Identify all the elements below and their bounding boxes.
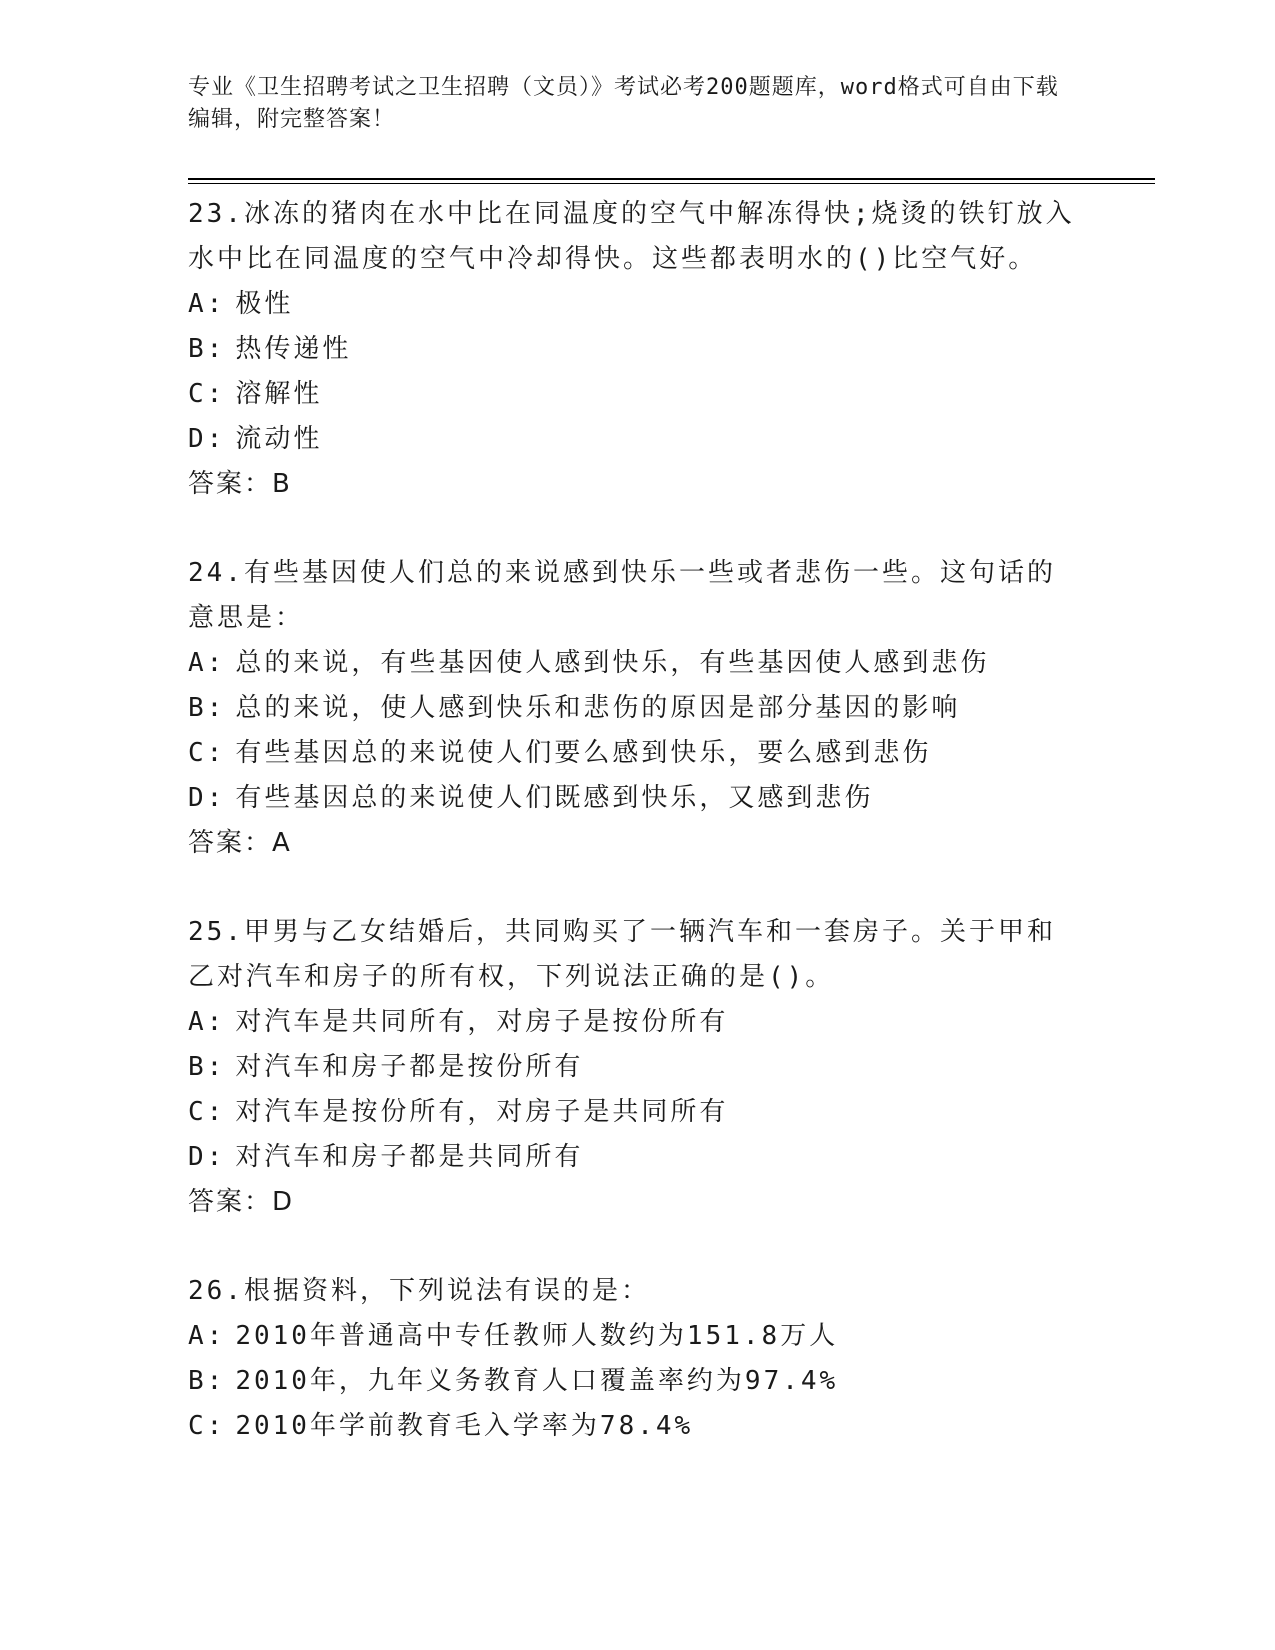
option-letter: A: — [188, 648, 226, 678]
document-header: 专业《卫生招聘考试之卫生招聘（文员）》考试必考200题题库，word格式可自由下载编辑，附完整答案！ — [188, 75, 1059, 132]
option-text: 2010年，九年义务教育人口覆盖率约为97.4% — [235, 1366, 839, 1396]
option-c — [188, 372, 1078, 417]
answer-label: 答案：A — [188, 828, 292, 858]
option-letter: B: — [188, 334, 226, 364]
answer-label: 答案：B — [188, 469, 292, 499]
option-text: 对汽车是共同所有，对房子是按份所有 — [235, 1007, 729, 1037]
option-letter: C: — [188, 738, 226, 768]
option-a — [188, 1000, 1078, 1045]
option-letter: C: — [188, 1411, 226, 1441]
option-b — [188, 1045, 1078, 1090]
option-b — [188, 686, 1078, 731]
option-letter: B: — [188, 1366, 226, 1396]
option-c — [188, 731, 1078, 776]
option-text: 流动性 — [235, 424, 323, 454]
option-c — [188, 1404, 1078, 1449]
option-letter: A: — [188, 1007, 226, 1037]
option-text: 对汽车和房子都是共同所有 — [235, 1142, 584, 1172]
option-letter: D: — [188, 1142, 226, 1172]
option-a — [188, 641, 1078, 686]
option-d — [188, 417, 1078, 462]
option-letter: A: — [188, 1321, 226, 1351]
question-26 — [188, 1269, 1078, 1449]
option-c — [188, 1090, 1078, 1135]
question-stem: 26.根据资料，下列说法有误的是： — [188, 1276, 650, 1306]
option-a — [188, 1314, 1078, 1359]
option-text: 总的来说，有些基因使人感到快乐，有些基因使人感到悲伤 — [235, 648, 990, 678]
question-25 — [188, 910, 1078, 1225]
option-text: 有些基因总的来说使人们既感到快乐，又感到悲伤 — [235, 783, 874, 813]
option-letter: A: — [188, 289, 226, 319]
option-b — [188, 1359, 1078, 1404]
option-text: 极性 — [235, 289, 294, 319]
option-text: 2010年学前教育毛入学率为78.4% — [235, 1411, 694, 1441]
answer-label: 答案：D — [188, 1187, 295, 1217]
option-letter: D: — [188, 424, 226, 454]
question-23 — [188, 192, 1078, 507]
question-list — [188, 192, 1078, 1493]
option-text: 总的来说，使人感到快乐和悲伤的原因是部分基因的影响 — [235, 693, 961, 723]
option-letter: D: — [188, 783, 226, 813]
option-text: 2010年普通高中专任教师人数约为151.8万人 — [235, 1321, 839, 1351]
option-text: 热传递性 — [235, 334, 352, 364]
option-letter: C: — [188, 379, 226, 409]
question-stem: 24.有些基因使人们总的来说感到快乐一些或者悲伤一些。这句话的意思是： — [188, 558, 1056, 633]
option-text: 对汽车和房子都是按份所有 — [235, 1052, 584, 1082]
question-24 — [188, 551, 1078, 866]
question-stem: 23.冰冻的猪肉在水中比在同温度的空气中解冻得快;烧烫的铁钉放入水中比在同温度的空气中冷却得快。这些都表明水的()比空气好。 — [188, 199, 1075, 274]
option-d — [188, 1135, 1078, 1180]
option-letter: B: — [188, 1052, 226, 1082]
option-text: 有些基因总的来说使人们要么感到快乐，要么感到悲伤 — [235, 738, 932, 768]
header-divider-thin — [188, 183, 1155, 184]
option-b — [188, 327, 1078, 372]
option-text: 溶解性 — [235, 379, 323, 409]
option-a — [188, 282, 1078, 327]
question-stem: 25.甲男与乙女结婚后，共同购买了一辆汽车和一套房子。关于甲和乙对汽车和房子的所有权，下列说法正确的是()。 — [188, 917, 1056, 992]
option-letter: C: — [188, 1097, 226, 1127]
option-text: 对汽车是按份所有，对房子是共同所有 — [235, 1097, 729, 1127]
option-d — [188, 776, 1078, 821]
header-divider-thick — [188, 178, 1155, 180]
option-letter: B: — [188, 693, 226, 723]
